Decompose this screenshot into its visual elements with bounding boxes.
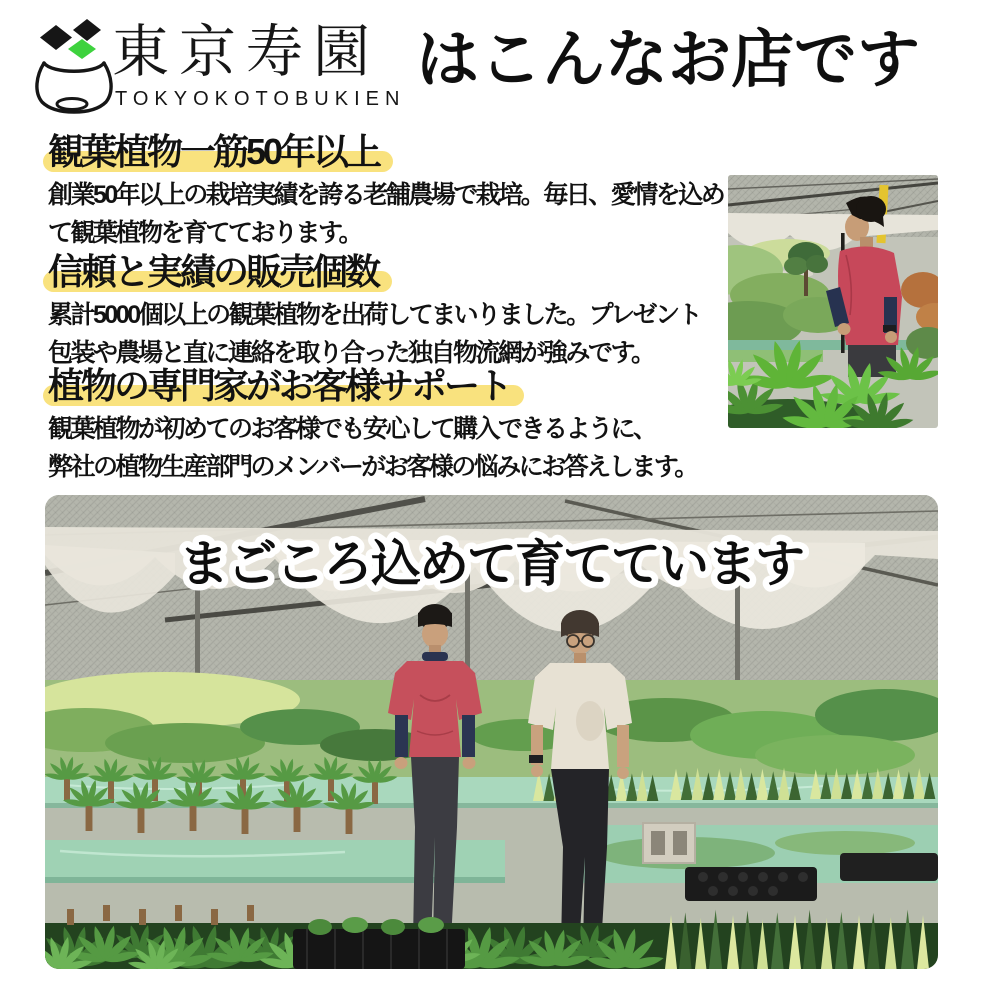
brand-name-roman: TOKYOKOTOBUKIEN <box>115 88 406 110</box>
logo-pot <box>37 63 111 112</box>
section-heading: 信頼と実績の販売個数 <box>48 250 382 294</box>
section-body-line: て観葉植物を育てております。 <box>48 219 362 247</box>
logo-diamond-black-large <box>40 25 72 50</box>
section-body-line: 累計5000個以上の観葉植物を出荷してまいりました。プレゼント <box>48 301 701 329</box>
brand-name-japanese: 東京寿園 <box>112 20 380 84</box>
section-body <box>48 410 697 486</box>
logo-diamond-black-small <box>73 19 101 41</box>
section-sales-record <box>48 250 701 372</box>
plant-pot-sprout-logo-icon <box>34 18 114 114</box>
logo-diamond-green <box>68 39 96 59</box>
greenhouse-team-photo <box>45 495 938 969</box>
section-body-line: 創業50年以上の栽培実績を誇る老舗農場で栽培。毎日、愛情を込め <box>48 181 724 209</box>
section-heading: 観葉植物一筋50年以上 <box>48 130 383 174</box>
section-support <box>48 364 697 486</box>
section-body <box>48 296 701 372</box>
greenhouse-staff-profile-photo <box>728 175 938 428</box>
section-body-line: 観葉植物が初めてのお客様でも安心して購入できるように、 <box>48 415 656 443</box>
section-body-line: 弊社の植物生産部門のメンバーがお客様の悩みにお答えします。 <box>48 453 697 481</box>
section-body-line: 包装や農場と直に連絡を取り合った独自物流網が強みです。 <box>48 339 654 367</box>
greenhouse-profile-scene <box>728 175 938 428</box>
section-heading: 植物の専門家がお客様サポート <box>48 364 514 408</box>
photo-caption-text: まごころ込めて育てています <box>179 536 803 592</box>
page-title: はこんなお店です <box>416 25 920 95</box>
section-body <box>48 176 724 252</box>
photo-caption <box>45 509 938 609</box>
section-history <box>48 130 724 252</box>
